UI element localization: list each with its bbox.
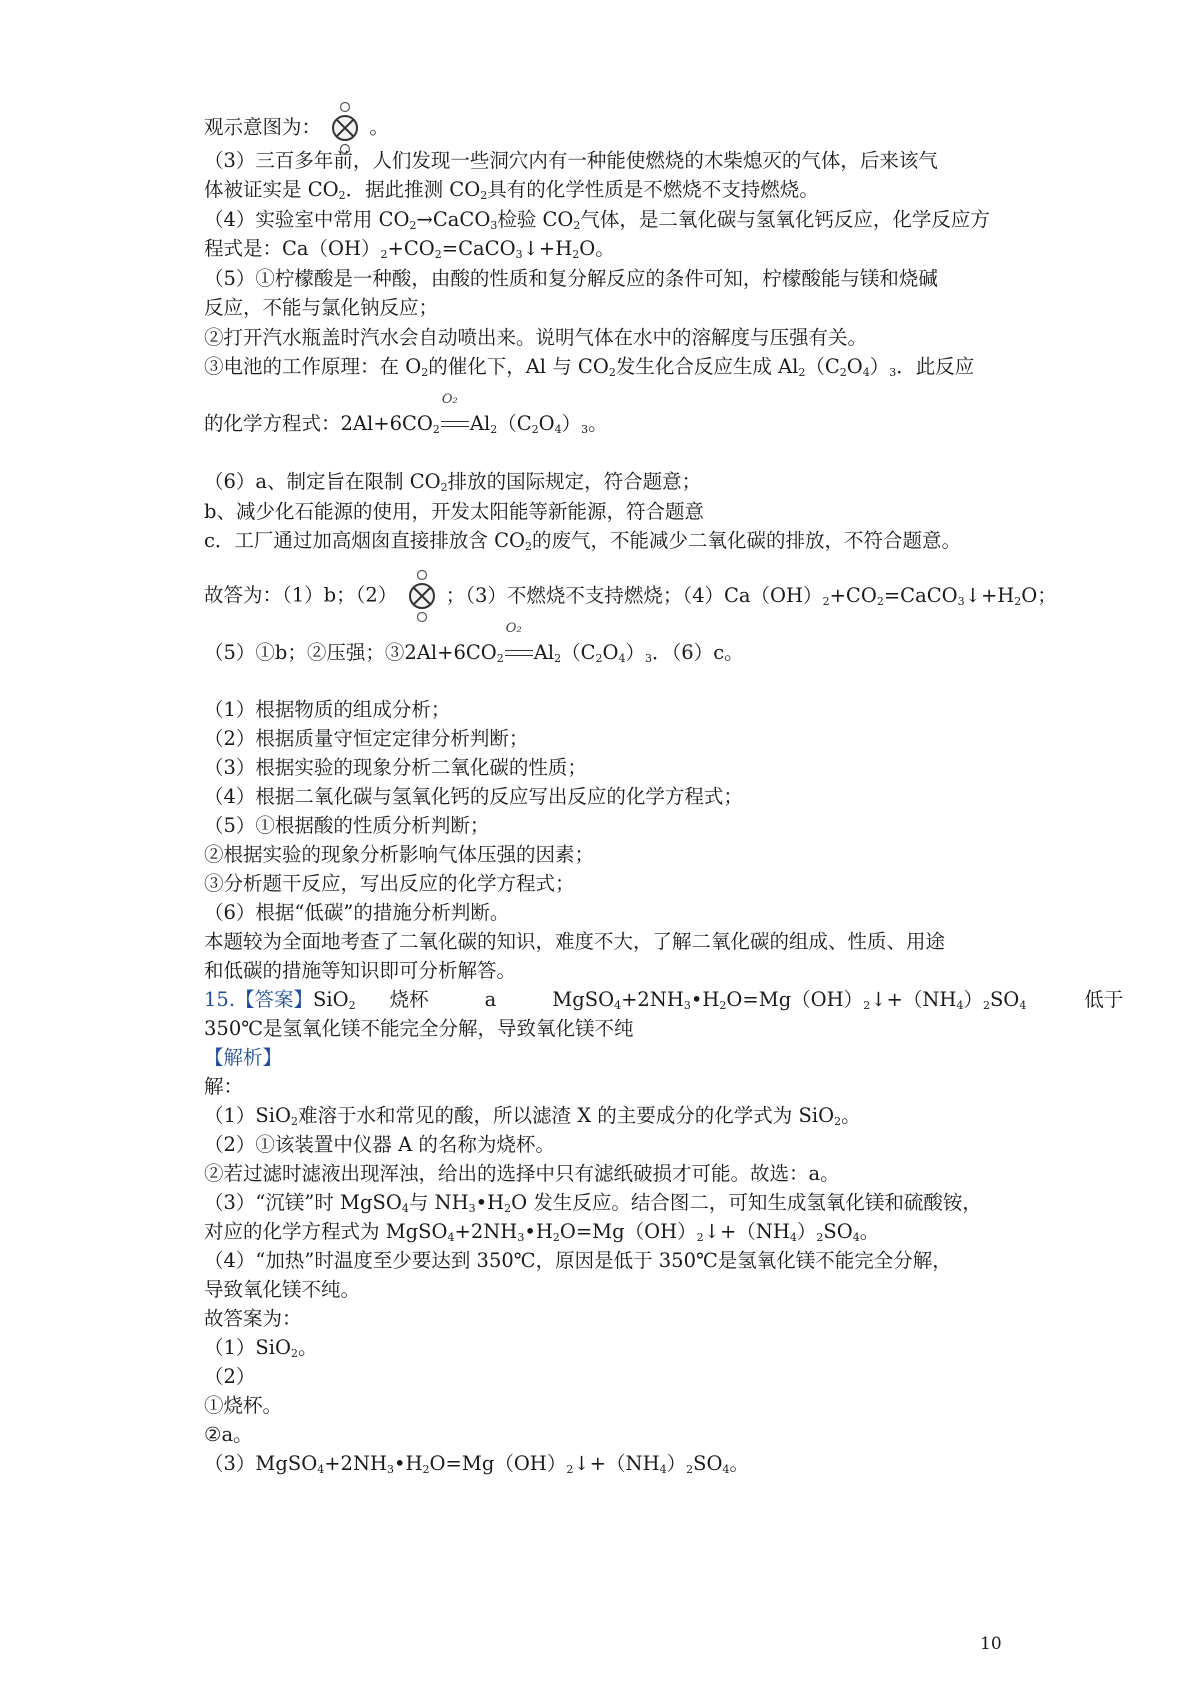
text-line: （6）根据“低碳”的措施分析判断。	[204, 901, 510, 924]
text-line: 导致氧化镁不纯。	[204, 1278, 361, 1301]
text-line: （3）三百多年前，人们发现一些洞穴内有一种能使燃烧的木柴熄灭的气体，后来该气	[204, 149, 938, 172]
text-line: （2）	[204, 1365, 256, 1388]
text-line: c．工厂通过加高烟囱直接排放含 $CO_2$的废气，不能减少二氧化碳的排放，不符合题意。	[204, 529, 962, 553]
analysis-label: 【解析】	[204, 1046, 283, 1069]
answer-line: 15.【答案】SiO$_2$ 烧杯 a $MgSO_4+2NH_3•H_2O=Mg(OH)_2↓+(NH_4)_2SO_4$ 低于	[204, 988, 1124, 1012]
text-line: 本题较为全面地考查了二氧化碳的知识，难度不大，了解二氧化碳的组成、性质、用途	[204, 930, 946, 953]
text-line: 故答为：（1）b；（2） ；（3）不燃烧不支持燃烧；$(4)Ca(OH)_2+CO_2=CaCO_3↓+H_2O$；	[204, 569, 1057, 623]
answer-label: 15.【答案】	[204, 988, 314, 1011]
text-line: 350℃是氢氧化镁不能完全分解，导致氧化镁不纯	[204, 1017, 634, 1040]
text-line: ②a。	[204, 1423, 253, 1446]
text-line: 解：	[204, 1075, 244, 1098]
co2-molecule-diagram	[404, 569, 440, 623]
text-line: （4）根据二氧化碳与氢氧化钙的反应写出反应的化学方程式；	[204, 785, 743, 808]
text-line: ③电池的工作原理：在 $O_2$的催化下，Al 与 $CO_2$发生化合反应生成 $Al_2(C_2O_4)_3$．此反应	[204, 355, 975, 379]
page-number: 10	[980, 1634, 1002, 1654]
text-line: 体被证实是 $CO_2$．据此推测 $CO_2$具有的化学性质是不燃烧不支持燃烧。	[204, 178, 819, 202]
co2-molecule-diagram	[327, 101, 363, 155]
text-line: ②根据实验的现象分析影响气体压强的因素；	[204, 843, 595, 866]
text-line: $(3)MgSO_4+2NH_3•H_2O=Mg(OH)_2↓+(NH_4)_2SO_4$。	[204, 1452, 749, 1476]
text-line: （5）①根据酸的性质分析判断；	[204, 814, 490, 837]
text-line: 对应的化学方程式为 $MgSO_4+2NH_3•H_2O=Mg(OH)_2↓+(NH_4)_2SO_4$。	[204, 1220, 880, 1244]
text-line: （2）根据质量守恒定定律分析判断；	[204, 727, 529, 750]
text-line: ②打开汽水瓶盖时汽水会自动喷出来。说明气体在水中的溶解度与压强有关。	[204, 326, 868, 349]
text-line: （1）根据物质的组成分析；	[204, 698, 451, 721]
text-line: ①烧杯。	[204, 1394, 283, 1417]
text-line: （3）“沉镁”时 MgSO$_4$与 $NH_3•H_2O$ 发生反应。结合图二，可知生成氢氧化镁和硫酸铵，	[204, 1191, 982, 1215]
text-line: ③分析题干反应，写出反应的化学方程式；	[204, 872, 575, 895]
text-line: （5）①b；②压强；$③2Al+6CO_2$ O₂ $Al_2(C_2O_4)_3$．（6）c。	[204, 621, 744, 665]
text-line: 观示意图为： 。	[204, 101, 389, 155]
text-line: （2）①该装置中仪器 A 的名称为烧杯。	[204, 1133, 555, 1156]
text-line: 故答案为：	[204, 1307, 302, 1330]
text-line: （1）SiO$_2$。	[204, 1336, 318, 1360]
text-line: （5）①柠檬酸是一种酸，由酸的性质和复分解反应的条件可知，柠檬酸能与镁和烧碱	[204, 267, 938, 290]
text-line: （1）SiO$_2$难溶于水和常见的酸，所以滤渣 X 的主要成分的化学式为 SiO$_2$。	[204, 1104, 861, 1128]
text-line: （4）“加热”时温度至少要达到 350℃，原因是低于 350℃是氢氧化镁不能完全分解，	[204, 1249, 952, 1272]
text-line: 程式是：$Ca(OH)_2+CO_2=CaCO_3↓+H_2O$。	[204, 237, 615, 261]
text-line: 的化学方程式：$2Al+6CO_2$ O₂ $Al_2(C_2O_4)_3$。	[204, 392, 608, 436]
text-line: （3）根据实验的现象分析二氧化碳的性质；	[204, 756, 587, 779]
reaction-condition-sign: O₂	[440, 412, 470, 436]
text-line: （6）a、制定旨在限制 $CO_2$排放的国际规定，符合题意；	[204, 470, 702, 494]
text-line: b、减少化石能源的使用，开发太阳能等新能源，符合题意	[204, 500, 704, 523]
text-line: 反应，不能与氯化钠反应；	[204, 296, 439, 319]
text-line: （4）实验室中常用 $CO_2\to CaCO_3$检验 $CO_2$气体，是二氧化碳与氢氧化钙反应，化学反应方	[204, 208, 990, 232]
reaction-condition-sign: O₂	[504, 641, 534, 665]
text-line: ②若过滤时滤液出现浑浊，给出的选择中只有滤纸破损才可能。故选：a。	[204, 1162, 840, 1185]
text-line: 和低碳的措施等知识即可分析解答。	[204, 959, 517, 982]
